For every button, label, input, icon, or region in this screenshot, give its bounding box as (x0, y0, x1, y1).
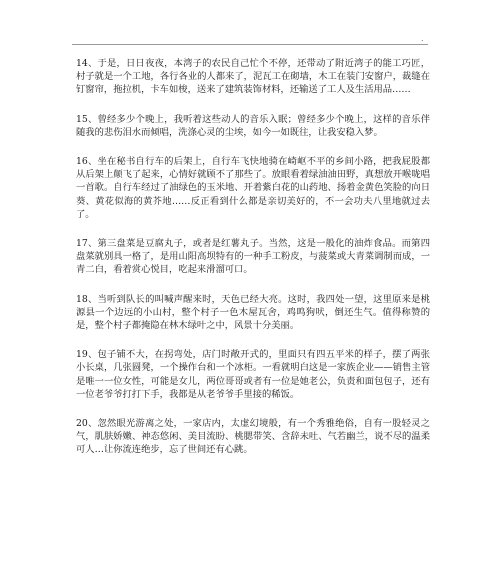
paragraph-17: 17、第三盘菜是豆腐丸子，或者是红薯丸子。当然，这是一般化的油炸食品。而第四盘菜就别具一格了，是用山阳高坝特有的一种手工粉皮，与菠菜或大青菜调制而成，一青二白，看着赏心悦目，吃起来滑溜可口。 (76, 238, 430, 276)
paragraph-16: 16、坐在秘书自行车的后架上，自行车飞快地骑在崎岖不平的乡间小路，把我屁股都从后架上颠飞了起来，心情好就顾不了那些了。放眼看着绿油油田野，真想放开喉咙唱一首歌。自行车经过了油绿色的玉米地、开着紫白花的山药地、扬着金黄色笑脸的向日葵、黄花似海的黄芥地……反正看到什么都是亲切美好的，不一会功夫八里地就过去了。 (76, 156, 430, 220)
paragraph-14: 14、于是，日日夜夜，本湾子的农民自己忙个不停，还带动了附近湾子的能工巧匠，村子就是一个工地，各行各业的人都来了，泥瓦工在砌墙，木工在装门安窗户，裁缝在钉窗帘，拖拉机，卡车如梭，送来了建筑装饰材料，还输送了工人及生活用品…… (76, 58, 430, 96)
document-body (76, 57, 430, 473)
paragraph-19: 19、包子铺不大，在拐弯处，店门时敞开式的，里面只有四五平米的样子，摆了两张小长桌，几张圆凳，一个操作台和一个冰柜。一看就明白这是一家族企业——销售主管是唯一一位女性，可能是女儿，两位哥哥或者有一位是她老公，负责和面包包子，还有一位老爷爷打打下手，我都是从老爷爷手里接的稀饭。 (76, 349, 430, 400)
paragraph-18: 18、当听到队长的叫喊声醒来时，天色已经大亮。这时，我四处一望，这里原来是桃源县一个边远的小山村，整个村子一色木屋瓦舍，鸡鸣狗吠，倒还生气。值得称赞的是，整个村子都掩隐在林木绿叶之中，风景十分美丽。 (76, 293, 430, 332)
paragraph-15: 15、曾经多少个晚上，我听着这些动人的音乐入眠；曾经多少个晚上，这样的音乐伴随我的悲伤泪水而倾唱，洗涤心灵的尘埃，如今一如既往，让我安稳入梦。 (76, 113, 430, 138)
header-rule (72, 44, 428, 45)
header-corner-mark: . (421, 34, 424, 43)
paragraph-20: 20、忽然眼光游离之处，一家店内，太虚幻境般，有一个秀雅绝俗，自有一股轻灵之气，肌肤娇嫩、神态悠闲、美目流盼、桃腮带笑、含辞未吐、气若幽兰，说不尽的温柔可人…让你流连绝步，忘了世间还有心跳。 (76, 418, 430, 456)
